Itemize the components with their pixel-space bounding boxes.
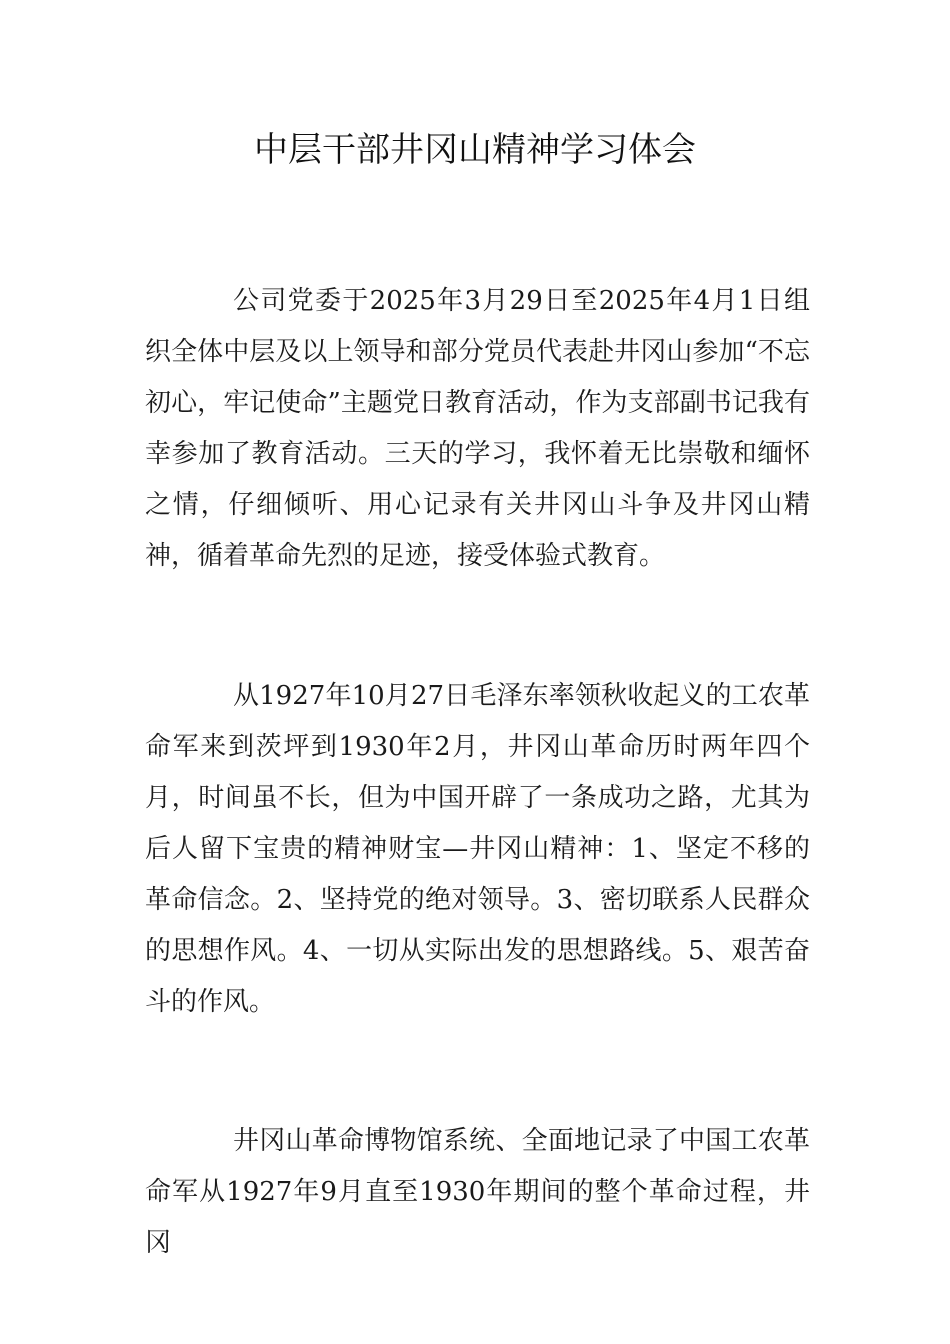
paragraph-2: 从1927年10月27日毛泽东率领秋收起义的工农革命军来到茨坪到1930年2月，井冈山革命历时两年四个月，时间虽不长，但为中国开辟了一条成功之路，尤其为后人留下宝贵的精神财宝—井冈山精神：1、坚定不移的革命信念。2、坚持党的绝对领导。3、密切联系人民群众的思想作风。4、一切从实际出发的思想路线。5、艰苦奋斗的作风。	[145, 681, 810, 1017]
paragraph-3: 井冈山革命博物馆系统、全面地记录了中国工农革命军从1927年9月直至1930年期间的整个革命过程，井冈	[145, 1126, 810, 1258]
paragraph-1: 公司党委于2025年3月29日至2025年4月1日组织全体中层及以上领导和部分党员代表赴井冈山参加“不忘初心，牢记使命”主题党日教育活动，作为支部副书记我有幸参加了教育活动。三天的学习，我怀着无比崇敬和缅怀之情，仔细倾听、用心记录有关井冈山斗争及井冈山精神，循着革命先烈的足迹，接受体验式教育。	[145, 286, 810, 571]
document-title: 中层干部井冈山精神学习体会	[254, 130, 696, 170]
